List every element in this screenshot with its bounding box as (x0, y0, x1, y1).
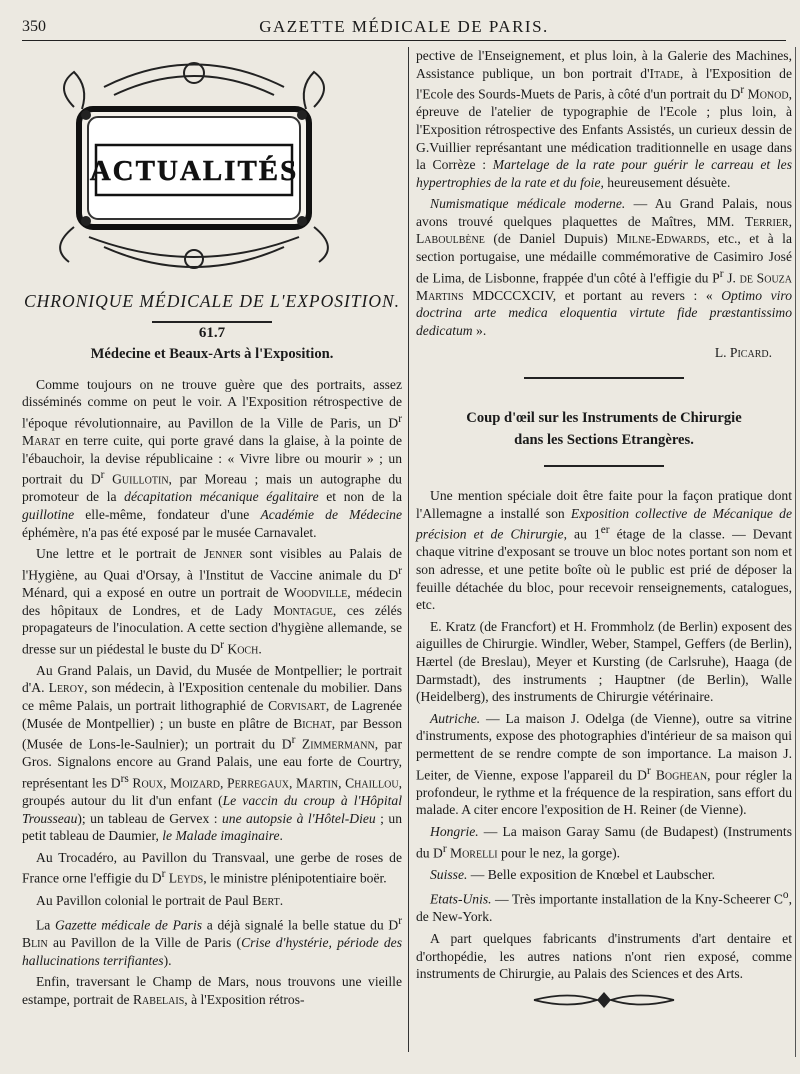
left-column (22, 47, 402, 1013)
paragraph: Etats-Unis. — Très importante installation de la Kny-Scheerer $C^o$, de New-York. (416, 889, 792, 925)
page-number: 350 (22, 18, 46, 35)
section-title: Coup d'œil sur les Instruments de Chirurgie (466, 410, 742, 427)
paragraph: Hongrie. — La maison Garay Samu (de Budapest) (Instruments du $D^r$ Morelli pour le nez, la gorge). (416, 823, 792, 861)
section-divider (524, 377, 684, 379)
paragraph: Une lettre et le portrait de Jenner sont visibles au Palais de l'Hygiène, au Quai d'Orsay, à l'Institut de Vaccine animale du $D^r$ Ménard, qui a exposé en outre un portrait de Woodville, médecin des hôpitaux de Londres, et de Lady Montague, ces zélés propagateurs de l'inoculation. A cette section d'hygiène allemande, se dresse sur un piédestal le buste du $D^r$ Koch. (22, 546, 403, 657)
section-heading: CHRONIQUE MÉDICALE DE L'EXPOSITION. (23, 291, 401, 311)
right-column (416, 47, 792, 1021)
section-title: dans les Sections Etrangères. (514, 432, 694, 449)
article-title: Médecine et Beaux-Arts à l'Exposition. (90, 346, 334, 363)
journal-title: GAZETTE MÉDICALE DE PARIS. (259, 17, 549, 36)
paragraph: pective de l'Enseignement, et plus loin, à la Galerie des Machines, Assistance publique, un bon portrait d'Itade, à l'Exposition de l'Ecole des Sourds-Muets de Paris, à côté d'un portrait du $D^r$ Monod, épreuve de l'atelier de typographie de l'Ecole ; plus loin, à l'Exposition rétrospective des Enfants Assistés, un curieux dessin de G.Vuillier représantant une médication traditionnelle en usage dans la Corrèze : Martelage de la rate pour guérir le carreau et les hypertrophies de la rate et du foie, heureusement désuète. (416, 48, 793, 190)
paragraph: Au Grand Palais, un David, du Musée de Montpellier; le portrait d'A. Leroy, son médecin, à l'Exposition centenale du mobilier. Dans ce même Palais, un portrait lithographié de Corvisart, de Lagrenée (Musée de Montpellier) ; un buste en plâtre de Bichat, par Besson (Musée de Lons-le-Saulnier); un portrait du $D^r$ Zimmermann, par Gros. Signalons encore au Grand Palais, une eau forte de Courtry, représentant les $D^{rs}$ Roux, Moizard, Perregaux, Martin, Chaillou, groupés autour du lit d'un enfant (Le vaccin du croup à l'Hôpital Trousseau); un tableau de Gervex : une autopsie à l'Hôtel-Dieu ; un petit tableau de Daumier, le Malade imaginaire. (22, 662, 403, 844)
paragraph: Une mention spéciale doit être faite pour la façon pratique dont l'Allemagne a installé son Exposition collective de Mécanique de précision et de Chirurgie, au 1er étage de la classe. — Devant chaque vitrine d'exposant se trouve un bloc notes portant son nom et son adresse, et une petite boîte où le public est prié de déposer la feuille détachée du bloc, pour recevoir renseignements, catalogues, etc. (416, 488, 792, 613)
end-ornament (416, 989, 792, 1016)
paragraph: Suisse. — Belle exposition de Knœbel et Laubscher. (430, 866, 716, 882)
paragraph: Numismatique médicale moderne. — Au Grand Palais, nous avons trouvé quelques plaquettes de Maîtres, MM. Terrier, Laboulbène (de Daniel Dupuis) Milne-Edwards, etc., et à la section portugaise, une médaille commémorative de Casimiro José de Lima, de Lisbonne, frappée d'un côté à l'effigie du $P^r$ J. de Souza Martins MDCCCXCIV, et portant au revers : « Optimo viro doctrina arte medica eloquentia virtute fide præstantissimo dedicatum ». (416, 196, 792, 338)
banner-title: ACTUALITÉS (89, 155, 299, 187)
paragraph: Au Pavillon colonial le portrait de Paul Bert. (36, 892, 284, 908)
paragraph: Autriche. — La maison J. Odelga (de Vienne), outre sa vitrine d'instruments, expose des photographies d'intérieur de sa maison qui permettent de se rendre compte de son importance. La maison J. Leiter, de Vienne, expose l'appareil du $D^r$ Boghean, pour régler la profondeur, le rythme et la fréquence de la respiration, sans effort du malade. A citer encore l'exposition de H. Reiner (de Vienne). (416, 710, 792, 818)
page-header (22, 14, 786, 41)
column-rule (408, 47, 409, 1052)
actualites-banner (22, 47, 402, 275)
right-page-edge (795, 47, 796, 1057)
section-rule (544, 465, 664, 467)
fleuron-icon (529, 989, 679, 1011)
paragraph: A part quelques fabricants d'instruments d'art dentaire et d'orthopédie, les autres nations n'ont rien exposé, comme instruments de Chirurgie, au Palais des Sciences et des Arts. (416, 930, 792, 982)
paragraph: Au Trocadéro, au Pavillon du Transvaal, une gerbe de roses de France orne l'effigie du $D^r$ Leyds, le ministre plénipotentiaire boër. (22, 849, 402, 886)
article-number: 61.7 (198, 324, 226, 341)
signature: L. Picard. (714, 344, 772, 360)
paragraph: E. Kratz (de Francfort) et H. Frommholz (de Berlin) exposent des aiguilles de Chirurgie. Windler, Weber, Stampel, Geffers (de Berlin), Hærtel (de Breslau), Meyer et Kursting (de Carlsruhe), Haaga (de Darmstadt), des instruments ; Hauptner (de Berlin), Walle (Heidelberg), des instruments de Chirurgie vétérinaire. (416, 618, 792, 705)
ornamental-cartouche-icon (34, 47, 354, 273)
paragraph: Comme toujours on ne trouve guère que des portraits, assez disséminés comme on peut le voir. A l'Exposition rétrospective de l'époque révolutionnaire, au Pavillon de la Ville de Paris, un $D^r$ Marat en terre cuite, qui porte gravé dans la glaise, à la pointe de l'ébauchoir, la devise républicaine : « Vivre libre ou mourir » ; un portrait du $D^r$ Guillotin, par Moreau ; mais un autographe du promoteur de la décapitation mécanique égalitaire et non de la guillotine elle-même, fondateur d'une Académie de Médecine éphémère, n'a pas été exposé par le musée Carnavalet. (22, 376, 402, 540)
paragraph: La Gazette médicale de Paris a déjà signalé la belle statue du $D^r$ Blin au Pavillon de la Ville de Paris (Crise d'hystérie, période des hallucinations terrifiantes). (22, 915, 403, 968)
heading-rule (152, 321, 272, 323)
paragraph: Enfin, traversant le Champ de Mars, nous trouvons une vieille estampe, portrait de Rabelais, à l'Exposition rétros- (22, 974, 402, 1008)
